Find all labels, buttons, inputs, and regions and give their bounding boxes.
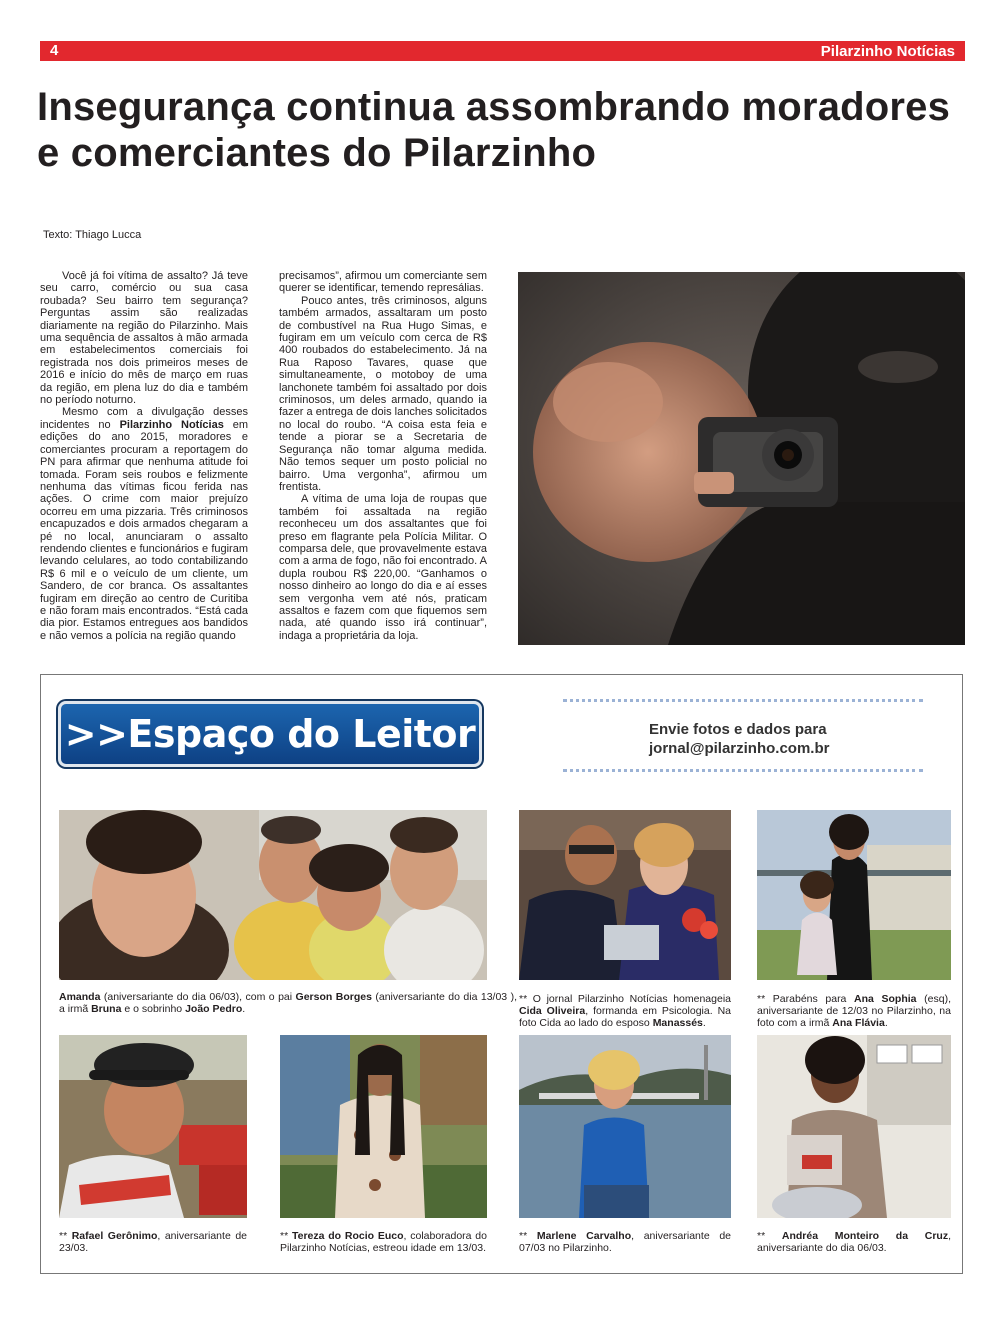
caption-ana-sophia: ** Parabéns para Ana Sophia (esq), aniversariante de 12/03 no Pilarzinho, na foto com a irmã Ana Flávia.	[757, 993, 952, 1029]
article-headline	[37, 84, 977, 176]
photo-marlene	[519, 1035, 731, 1218]
headline-line-2: e comerciantes do Pilarzinho	[37, 131, 597, 175]
article-column-1	[40, 270, 248, 642]
send-info	[649, 720, 829, 758]
paragraph: Pouco antes, três criminosos, alguns também armados, assaltaram um posto de combustível na Rua Hugo Simas, e fugiram em um veículo com cerca de R$ 400 roubados do estabelecimento. Já na Rua Raposo Tavares, quase que simultaneamente, o motoboy de uma lanchonete também foi assaltado por dois criminosos, um deles armado, quando ia fazer a entrega de dois lanches solicitados no local do roubo. “A coisa esta feia e tende a piorar se a Secretaria de Segurança não tomar alguma medida. Não temos sequer um posto policial no bairro. Uma vergonha”, afirmou um frentista.	[279, 294, 487, 493]
dotted-divider-top	[563, 699, 923, 702]
photo-ana-sophia	[757, 810, 951, 980]
headline-line-1: Insegurança continua assombrando moradores	[37, 85, 951, 129]
photo-cida-graduation	[519, 810, 731, 980]
dotted-divider-bottom	[563, 769, 923, 772]
article-column-2	[279, 270, 487, 642]
hero-photo-armed-robber	[518, 272, 965, 645]
send-info-email: jornal@pilarzinho.com.br	[649, 740, 830, 757]
reader-section	[40, 674, 963, 1274]
paragraph: A vítima de uma loja de roupas que também foi assaltada na região reconheceu um dos assaltantes que foi preso em flagrante pela Polícia Militar. O comparsa dele, que provavelmente estava com a arma de fogo, não foi encontrado. A dupla roubou R$ 220,00. “Ganhamos o nosso dinheiro ao longo do dia e aí esses sem vergonha vem até nós, praticam assaltos e fazem com que fiquemos sem nada, até quando isso irá continuar”, indaga a proprietária da loja.	[279, 493, 487, 642]
photo-tereza	[280, 1035, 487, 1218]
caption-cida: ** O jornal Pilarzinho Notícias homenageia Cida Oliveira, formanda em Psicologia. Na foto Cida ao lado do esposo Manassés.	[519, 993, 731, 1029]
banner-title: >>Espaço do Leitor	[64, 712, 476, 756]
photo-rafael	[59, 1035, 247, 1218]
paragraph: Você já foi vítima de assalto? Já teve seu carro, comércio ou sua casa roubada? Seu bairro tem segurança? Perguntas assim são realizadas diariamente na região do Pilarzinho. Mais uma sequência de assaltos à mão armada em estabelecimentos comerciais foi registrada nos dois primeiros meses de 2016 e início do mês de março em ruas da região, em plena luz do dia e também no período noturno.	[40, 270, 248, 407]
page-number: 4	[50, 42, 59, 59]
send-info-line-1: Envie fotos e dados para	[649, 721, 827, 738]
caption-amanda: Amanda (aniversariante do dia 06/03), com o pai Gerson Borges (aniversariante do dia 13/03 ), a irmã Bruna e o sobrinho João Pedro.	[59, 991, 518, 1015]
caption-tereza: ** Tereza do Rocio Euco, colaboradora do Pilarzinho Notícias, estreou idade em 13/03.	[280, 1230, 487, 1254]
reader-section-banner	[58, 701, 482, 767]
photo-andrea	[757, 1035, 951, 1218]
paragraph: precisamos”, afirmou um comerciante sem querer se identificar, temendo represálias.	[279, 270, 487, 295]
photo-amanda-family	[59, 810, 487, 980]
publication-name: Pilarzinho Notícias	[820, 43, 955, 60]
caption-andrea: ** Andréa Monteiro da Cruz, aniversariante do dia 06/03.	[757, 1230, 951, 1254]
page-header-bar	[40, 41, 965, 61]
caption-rafael: ** Rafael Gerônimo, aniversariante de 23/03.	[59, 1230, 248, 1254]
paragraph: Mesmo com a divulgação desses incidentes no Pilarzinho Notícias em edições do ano 2015, moradores e comerciantes procuram a reportagem do PN para afirmar que nenhuma atitude foi tomada. Foram seis roubos e felizmente nenhuma das vítimas ficou ferida nas ações. O crime com maior prejuízo ocorreu em uma pizzaria. Três criminosos encapuzados e dois armados chegaram a pé no local, anunciaram o assalto rendendo clientes e funcionários e fugiram levando celulares, ao todo contabilizando R$ 6 mil e o veículo de um cliente, um Sandero, de cor branca. Os assaltantes fugiram em direção ao centro de Curitiba e não foram mais encontrados. “Está cada dia pior. Estamos entregues aos bandidos e não vemos a polícia na região quando	[40, 406, 248, 642]
article-byline: Texto: Thiago Lucca	[43, 229, 142, 241]
caption-marlene: ** Marlene Carvalho, aniversariante de 07/03 no Pilarzinho.	[519, 1230, 731, 1254]
